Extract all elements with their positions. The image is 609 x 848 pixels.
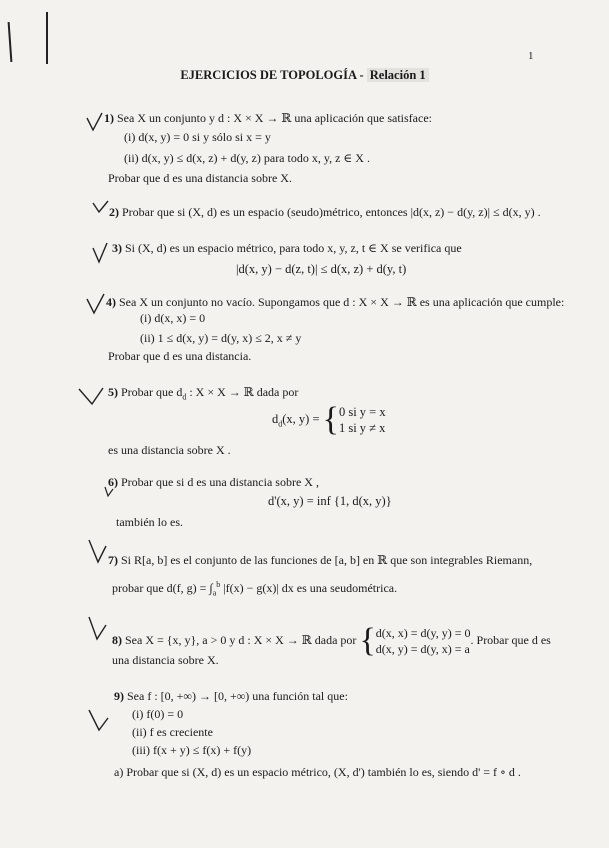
exercise-6-formula: d'(x, y) = inf {1, d(x, y)}	[268, 494, 392, 508]
exercise-number: 6)	[108, 475, 118, 489]
exercise-number: 8)	[112, 632, 122, 647]
exercise-4-item-i: (i) d(x, x) = 0	[140, 311, 206, 325]
exercise-1: 1) Sea X un conjunto y d : X × X → ℝ una aplicación que satisface:	[104, 111, 432, 125]
exercise-2: 2) Probar que si (X, d) es un espacio (seudo)métrico, entonces |d(x, z) − d(y, z)| ≤ d(x, y) .	[109, 205, 541, 219]
check-mark-icon	[88, 538, 108, 564]
exercise-3: 3) Si (X, d) es un espacio métrico, para todo x, y, z, t ∈ X se verifica que	[112, 241, 462, 255]
exercise-number: 3)	[112, 241, 122, 255]
exercise-number: 1)	[104, 111, 114, 125]
page-number: 1	[528, 50, 534, 62]
exercise-4-item-ii: (ii) 1 ≤ d(x, y) = d(y, x) ≤ 2, x ≠ y	[140, 331, 302, 345]
exercise-9-item-i: (i) f(0) = 0	[132, 707, 184, 721]
check-mark-icon	[92, 200, 110, 214]
exercise-1-item-ii: (ii) d(x, y) ≤ d(x, z) + d(y, z) para todo x, y, z ∈ X .	[124, 151, 370, 165]
exercise-9-item-ii: (ii) f es creciente	[132, 725, 213, 739]
check-mark-icon	[88, 708, 110, 732]
check-mark-icon	[92, 242, 110, 264]
exercise-6: 6) Probar que si d es una distancia sobre X ,	[108, 475, 319, 489]
exercise-7-line-2: probar que d(f, $g) = \int_a^b$ |f(x) − g(x)| dx es una seudométrica.	[112, 580, 398, 598]
exercise-4-conclusion: Probar que d es una distancia.	[108, 349, 252, 363]
exercise-number: 5)	[108, 385, 118, 399]
check-mark-icon	[78, 386, 104, 406]
exercise-6-conclusion: también lo es.	[116, 515, 183, 529]
exercise-number: 7)	[108, 553, 118, 567]
exercise-1-item-i: (i) d(x, y) = 0 si y sólo si x = y	[124, 130, 271, 144]
exercise-number: 4)	[106, 295, 116, 309]
exercise-5: 5) Probar que $d_d$ : X × X → ℝ dada por	[108, 385, 299, 402]
exercise-3-formula: |d(x, y) − d(z, t)| ≤ d(x, z) + d(y, t)	[236, 262, 407, 276]
left-edge-stroke	[46, 12, 48, 64]
exercise-7: 7) Si R[a, b] es el conjunto de las funciones de [a, b] en ℝ que son integrables Riemann,	[108, 553, 533, 567]
exercise-8-line-2: una distancia sobre X.	[112, 653, 219, 667]
exercise-9: 9) Sea f : [0, +∞) → [0, +∞) una función tal que:	[114, 689, 348, 703]
exercise-5-conclusion: es una distancia sobre X .	[108, 443, 231, 457]
check-mark-icon	[88, 615, 108, 641]
check-mark-icon	[86, 112, 104, 132]
check-mark-icon	[86, 293, 106, 315]
exercise-9-part-a: a) Probar que si (X, d) es un espacio métrico, (X, d') también lo es, siendo d' = f ∘ d .	[114, 765, 521, 779]
exercise-8: 8) Sea X = {x, y}, a > 0 y d : X × X → ℝ dada por {d(x, x) = d(y, y) = 0 d(x, y) = d(y, x) = a. Probar que d es	[112, 622, 551, 659]
exercise-number: 2)	[109, 205, 119, 219]
exercise-number: 9)	[114, 689, 124, 703]
page-title: EJERCICIOS DE TOPOLOGÍA - Relación 1	[0, 68, 609, 83]
exercise-1-conclusion: Probar que d es una distancia sobre X.	[108, 171, 292, 185]
exercise-5-formula: $d_d(x$, y) = {0 si y = x 1 si y ≠ x	[272, 401, 386, 438]
exercise-4: 4) Sea X un conjunto no vacío. Supongamos que d : X × X → ℝ es una aplicación que cumple:	[106, 295, 565, 309]
left-edge-stroke	[8, 22, 13, 62]
exercise-9-item-iii: (iii) f(x + y) ≤ f(x) + f(y)	[132, 743, 252, 757]
